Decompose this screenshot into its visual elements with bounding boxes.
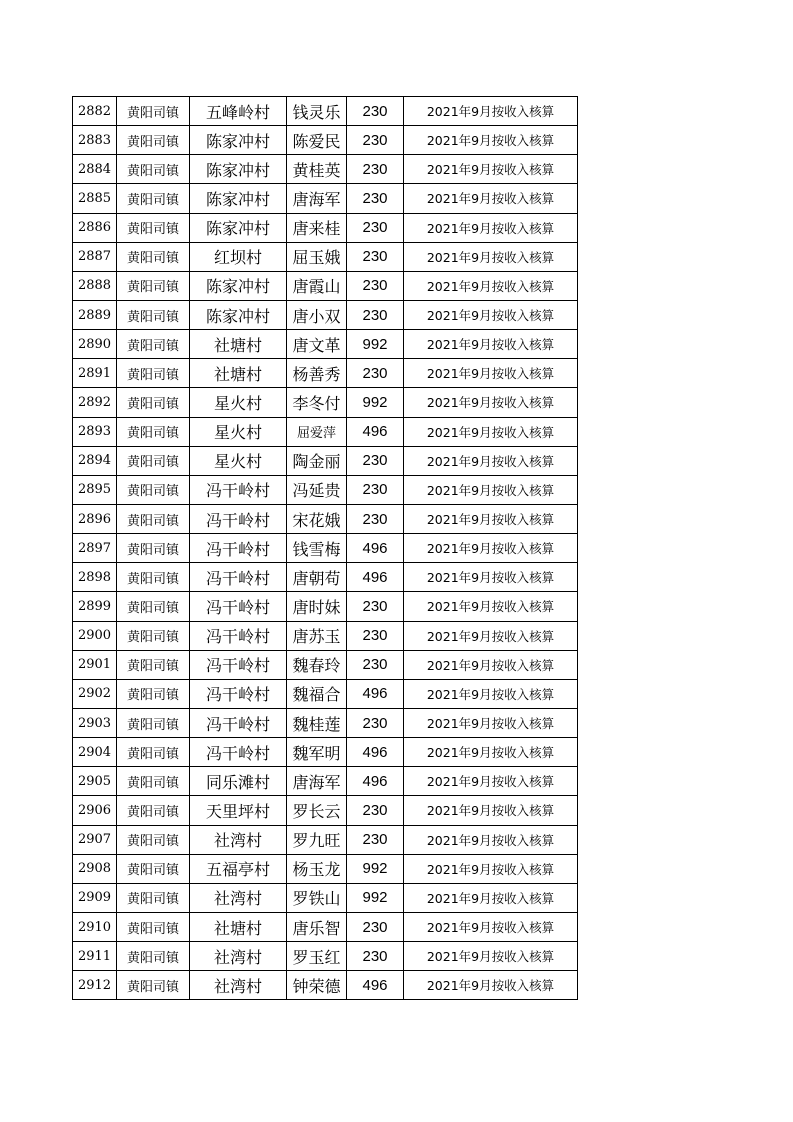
note-cell: 2021年9月按收入核算 [404, 213, 578, 242]
note-cell: 2021年9月按收入核算 [404, 359, 578, 388]
table-row [73, 97, 578, 126]
town-cell: 黄阳司镇 [117, 534, 190, 563]
amount-cell: 230 [347, 213, 404, 242]
note-cell: 2021年9月按收入核算 [404, 563, 578, 592]
amount-cell: 230 [347, 359, 404, 388]
amount-cell: 992 [347, 388, 404, 417]
row-number-cell: 2898 [73, 563, 117, 592]
note-cell: 2021年9月按收入核算 [404, 446, 578, 475]
town-cell: 黄阳司镇 [117, 708, 190, 737]
note-cell: 2021年9月按收入核算 [404, 679, 578, 708]
name-cell: 唐文革 [287, 330, 347, 359]
amount-cell: 230 [347, 271, 404, 300]
note-cell: 2021年9月按收入核算 [404, 621, 578, 650]
village-cell: 冯干岭村 [190, 504, 287, 533]
note-cell: 2021年9月按收入核算 [404, 388, 578, 417]
row-number-cell: 2907 [73, 825, 117, 854]
row-number-cell: 2894 [73, 446, 117, 475]
row-number-cell: 2888 [73, 271, 117, 300]
table-row [73, 388, 578, 417]
row-number-cell: 2904 [73, 738, 117, 767]
town-cell: 黄阳司镇 [117, 359, 190, 388]
town-cell: 黄阳司镇 [117, 242, 190, 271]
table-row [73, 446, 578, 475]
table-row [73, 534, 578, 563]
name-cell: 陶金丽 [287, 446, 347, 475]
table-row [73, 912, 578, 941]
table-body [73, 97, 578, 1000]
village-cell: 社湾村 [190, 883, 287, 912]
row-number-cell: 2905 [73, 767, 117, 796]
table-row [73, 825, 578, 854]
amount-cell: 230 [347, 504, 404, 533]
name-cell: 唐来桂 [287, 213, 347, 242]
name-cell: 唐苏玉 [287, 621, 347, 650]
amount-cell: 496 [347, 738, 404, 767]
table-row [73, 708, 578, 737]
note-cell: 2021年9月按收入核算 [404, 942, 578, 971]
town-cell: 黄阳司镇 [117, 679, 190, 708]
table-row [73, 592, 578, 621]
row-number-cell: 2897 [73, 534, 117, 563]
table-row [73, 650, 578, 679]
amount-cell: 230 [347, 126, 404, 155]
row-number-cell: 2903 [73, 708, 117, 737]
amount-cell: 496 [347, 534, 404, 563]
note-cell: 2021年9月按收入核算 [404, 300, 578, 329]
table-row [73, 738, 578, 767]
amount-cell: 230 [347, 184, 404, 213]
town-cell: 黄阳司镇 [117, 97, 190, 126]
note-cell: 2021年9月按收入核算 [404, 883, 578, 912]
note-cell: 2021年9月按收入核算 [404, 155, 578, 184]
table-row [73, 563, 578, 592]
town-cell: 黄阳司镇 [117, 854, 190, 883]
name-cell: 魏军明 [287, 738, 347, 767]
amount-cell: 230 [347, 942, 404, 971]
village-cell: 星火村 [190, 446, 287, 475]
amount-cell: 496 [347, 417, 404, 446]
note-cell: 2021年9月按收入核算 [404, 912, 578, 941]
note-cell: 2021年9月按收入核算 [404, 417, 578, 446]
note-cell: 2021年9月按收入核算 [404, 708, 578, 737]
row-number-cell: 2883 [73, 126, 117, 155]
table-row [73, 504, 578, 533]
table-row [73, 767, 578, 796]
row-number-cell: 2906 [73, 796, 117, 825]
row-number-cell: 2889 [73, 300, 117, 329]
name-cell: 唐小双 [287, 300, 347, 329]
village-cell: 冯干岭村 [190, 534, 287, 563]
name-cell: 罗长云 [287, 796, 347, 825]
name-cell: 屈爱萍 [287, 417, 347, 446]
note-cell: 2021年9月按收入核算 [404, 534, 578, 563]
amount-cell: 496 [347, 563, 404, 592]
row-number-cell: 2900 [73, 621, 117, 650]
town-cell: 黄阳司镇 [117, 126, 190, 155]
town-cell: 黄阳司镇 [117, 271, 190, 300]
town-cell: 黄阳司镇 [117, 184, 190, 213]
village-cell: 陈家冲村 [190, 271, 287, 300]
note-cell: 2021年9月按收入核算 [404, 650, 578, 679]
table-row [73, 475, 578, 504]
amount-cell: 230 [347, 650, 404, 679]
town-cell: 黄阳司镇 [117, 796, 190, 825]
village-cell: 五峰岭村 [190, 97, 287, 126]
amount-cell: 496 [347, 971, 404, 1000]
note-cell: 2021年9月按收入核算 [404, 242, 578, 271]
town-cell: 黄阳司镇 [117, 446, 190, 475]
amount-cell: 230 [347, 475, 404, 504]
amount-cell: 230 [347, 97, 404, 126]
note-cell: 2021年9月按收入核算 [404, 126, 578, 155]
name-cell: 唐乐智 [287, 912, 347, 941]
name-cell: 钟荣德 [287, 971, 347, 1000]
amount-cell: 230 [347, 708, 404, 737]
village-cell: 红坝村 [190, 242, 287, 271]
amount-cell: 230 [347, 825, 404, 854]
name-cell: 冯延贵 [287, 475, 347, 504]
amount-cell: 992 [347, 330, 404, 359]
table-row [73, 796, 578, 825]
amount-cell: 230 [347, 242, 404, 271]
table-row [73, 417, 578, 446]
name-cell: 杨玉龙 [287, 854, 347, 883]
table-row [73, 330, 578, 359]
town-cell: 黄阳司镇 [117, 971, 190, 1000]
amount-cell: 230 [347, 592, 404, 621]
name-cell: 宋花娥 [287, 504, 347, 533]
town-cell: 黄阳司镇 [117, 650, 190, 679]
village-cell: 冯干岭村 [190, 738, 287, 767]
town-cell: 黄阳司镇 [117, 155, 190, 184]
name-cell: 唐海军 [287, 184, 347, 213]
note-cell: 2021年9月按收入核算 [404, 796, 578, 825]
village-cell: 天里坪村 [190, 796, 287, 825]
note-cell: 2021年9月按收入核算 [404, 825, 578, 854]
assistance-table [72, 96, 578, 1000]
village-cell: 星火村 [190, 388, 287, 417]
town-cell: 黄阳司镇 [117, 883, 190, 912]
table-row [73, 242, 578, 271]
name-cell: 钱灵乐 [287, 97, 347, 126]
note-cell: 2021年9月按收入核算 [404, 854, 578, 883]
table-row [73, 213, 578, 242]
table-row [73, 359, 578, 388]
note-cell: 2021年9月按收入核算 [404, 184, 578, 213]
village-cell: 社湾村 [190, 942, 287, 971]
amount-cell: 992 [347, 883, 404, 912]
village-cell: 社塘村 [190, 359, 287, 388]
row-number-cell: 2909 [73, 883, 117, 912]
row-number-cell: 2891 [73, 359, 117, 388]
row-number-cell: 2886 [73, 213, 117, 242]
row-number-cell: 2896 [73, 504, 117, 533]
village-cell: 冯干岭村 [190, 621, 287, 650]
row-number-cell: 2884 [73, 155, 117, 184]
row-number-cell: 2910 [73, 912, 117, 941]
village-cell: 陈家冲村 [190, 126, 287, 155]
village-cell: 冯干岭村 [190, 592, 287, 621]
note-cell: 2021年9月按收入核算 [404, 330, 578, 359]
table-row [73, 854, 578, 883]
note-cell: 2021年9月按收入核算 [404, 592, 578, 621]
row-number-cell: 2893 [73, 417, 117, 446]
row-number-cell: 2912 [73, 971, 117, 1000]
table-row [73, 971, 578, 1000]
amount-cell: 230 [347, 446, 404, 475]
name-cell: 钱雪梅 [287, 534, 347, 563]
town-cell: 黄阳司镇 [117, 388, 190, 417]
name-cell: 魏春玲 [287, 650, 347, 679]
village-cell: 同乐滩村 [190, 767, 287, 796]
village-cell: 社塘村 [190, 912, 287, 941]
note-cell: 2021年9月按收入核算 [404, 767, 578, 796]
row-number-cell: 2882 [73, 97, 117, 126]
table-row [73, 271, 578, 300]
village-cell: 陈家冲村 [190, 213, 287, 242]
name-cell: 魏桂莲 [287, 708, 347, 737]
town-cell: 黄阳司镇 [117, 738, 190, 767]
village-cell: 冯干岭村 [190, 563, 287, 592]
row-number-cell: 2908 [73, 854, 117, 883]
town-cell: 黄阳司镇 [117, 563, 190, 592]
name-cell: 屈玉娥 [287, 242, 347, 271]
row-number-cell: 2892 [73, 388, 117, 417]
name-cell: 罗九旺 [287, 825, 347, 854]
town-cell: 黄阳司镇 [117, 475, 190, 504]
town-cell: 黄阳司镇 [117, 330, 190, 359]
village-cell: 星火村 [190, 417, 287, 446]
town-cell: 黄阳司镇 [117, 504, 190, 533]
amount-cell: 230 [347, 796, 404, 825]
town-cell: 黄阳司镇 [117, 825, 190, 854]
note-cell: 2021年9月按收入核算 [404, 971, 578, 1000]
row-number-cell: 2899 [73, 592, 117, 621]
village-cell: 冯干岭村 [190, 475, 287, 504]
town-cell: 黄阳司镇 [117, 942, 190, 971]
name-cell: 唐霞山 [287, 271, 347, 300]
village-cell: 陈家冲村 [190, 155, 287, 184]
name-cell: 黄桂英 [287, 155, 347, 184]
village-cell: 陈家冲村 [190, 184, 287, 213]
amount-cell: 496 [347, 767, 404, 796]
amount-cell: 496 [347, 679, 404, 708]
row-number-cell: 2887 [73, 242, 117, 271]
table-row [73, 883, 578, 912]
table-row [73, 300, 578, 329]
name-cell: 杨善秀 [287, 359, 347, 388]
name-cell: 唐时妹 [287, 592, 347, 621]
amount-cell: 230 [347, 300, 404, 329]
village-cell: 冯干岭村 [190, 708, 287, 737]
town-cell: 黄阳司镇 [117, 912, 190, 941]
note-cell: 2021年9月按收入核算 [404, 97, 578, 126]
name-cell: 罗铁山 [287, 883, 347, 912]
row-number-cell: 2885 [73, 184, 117, 213]
town-cell: 黄阳司镇 [117, 300, 190, 329]
town-cell: 黄阳司镇 [117, 767, 190, 796]
table-row [73, 942, 578, 971]
village-cell: 五福亭村 [190, 854, 287, 883]
village-cell: 冯干岭村 [190, 650, 287, 679]
name-cell: 魏福合 [287, 679, 347, 708]
table-row [73, 126, 578, 155]
row-number-cell: 2911 [73, 942, 117, 971]
village-cell: 社湾村 [190, 825, 287, 854]
row-number-cell: 2895 [73, 475, 117, 504]
name-cell: 唐海军 [287, 767, 347, 796]
row-number-cell: 2902 [73, 679, 117, 708]
note-cell: 2021年9月按收入核算 [404, 475, 578, 504]
village-cell: 社塘村 [190, 330, 287, 359]
town-cell: 黄阳司镇 [117, 213, 190, 242]
village-cell: 社湾村 [190, 971, 287, 1000]
table-row [73, 155, 578, 184]
row-number-cell: 2890 [73, 330, 117, 359]
note-cell: 2021年9月按收入核算 [404, 271, 578, 300]
name-cell: 李冬付 [287, 388, 347, 417]
village-cell: 冯干岭村 [190, 679, 287, 708]
table-row [73, 184, 578, 213]
row-number-cell: 2901 [73, 650, 117, 679]
table-row [73, 621, 578, 650]
name-cell: 唐朝苟 [287, 563, 347, 592]
amount-cell: 992 [347, 854, 404, 883]
town-cell: 黄阳司镇 [117, 417, 190, 446]
name-cell: 罗玉红 [287, 942, 347, 971]
table-row [73, 679, 578, 708]
town-cell: 黄阳司镇 [117, 592, 190, 621]
amount-cell: 230 [347, 621, 404, 650]
note-cell: 2021年9月按收入核算 [404, 738, 578, 767]
amount-cell: 230 [347, 912, 404, 941]
village-cell: 陈家冲村 [190, 300, 287, 329]
note-cell: 2021年9月按收入核算 [404, 504, 578, 533]
amount-cell: 230 [347, 155, 404, 184]
name-cell: 陈爱民 [287, 126, 347, 155]
town-cell: 黄阳司镇 [117, 621, 190, 650]
